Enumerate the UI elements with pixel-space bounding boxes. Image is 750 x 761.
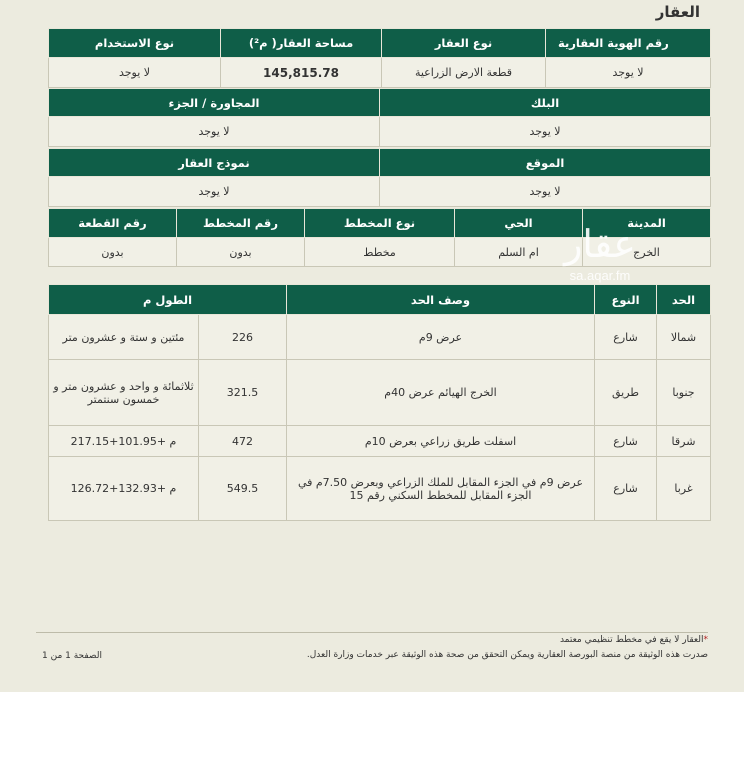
- header-boundary-desc: وصف الحد: [287, 285, 595, 315]
- section-title: العقار: [655, 3, 700, 21]
- page-number: الصفحة 1 من 1: [42, 651, 102, 661]
- property-info-table: [48, 28, 711, 88]
- footnote-plan: [560, 635, 708, 645]
- value-property-area: 145,815.78: [221, 58, 382, 88]
- header-plan-type: نوع المخطط: [305, 209, 455, 238]
- boundary-length-text: ثلاثمائة و واحد و عشرون متر و خمسون سنتمتر: [49, 360, 199, 426]
- blank-area: [0, 692, 750, 761]
- header-type: النوع: [595, 285, 657, 315]
- boundary-length: 549.5: [199, 457, 287, 521]
- boundaries-table: [48, 284, 711, 521]
- table-row: [49, 360, 711, 426]
- watermark-site: sa.aqar.fm: [569, 268, 631, 283]
- boundary-length: 321.5: [199, 360, 287, 426]
- header-property-id: رقم الهوية العقارية: [546, 29, 711, 58]
- value-plot-number: بدون: [49, 238, 177, 267]
- header-usage-type: نوع الاستخدام: [49, 29, 221, 58]
- header-length: الطول م: [49, 285, 287, 315]
- footnote-plan-text: العقار لا يقع في مخطط تنظيمي معتمد: [559, 635, 704, 645]
- header-district: الحي: [455, 209, 583, 238]
- table-row: [49, 457, 711, 521]
- footer-divider: [36, 632, 708, 633]
- boundary-type: شارع: [595, 315, 657, 360]
- boundary-desc: عرض 9م في الجزء المقابل للملك الزراعي وبعرض 7.50م في الجزء المقابل للمخطط السكني رقم 15: [287, 457, 595, 521]
- header-neighborhood-part: المجاورة / الجزء: [49, 89, 380, 117]
- value-plan-number: بدون: [177, 238, 305, 267]
- boundary-type: طريق: [595, 360, 657, 426]
- value-property-type: قطعة الارض الزراعية: [382, 58, 546, 88]
- header-location: الموقع: [380, 149, 711, 177]
- header-plan-number: رقم المخطط: [177, 209, 305, 238]
- value-property-model: لا يوجد: [49, 177, 380, 207]
- boundary-length-text: مئتين و ستة و عشرون متر: [49, 315, 199, 360]
- boundary-side: جنوبا: [657, 360, 711, 426]
- value-neighborhood-part: لا يوجد: [49, 117, 380, 147]
- location-table: [48, 148, 711, 207]
- table-row: [49, 426, 711, 457]
- boundary-length: 226: [199, 315, 287, 360]
- boundary-desc: عرض 9م: [287, 315, 595, 360]
- boundary-length-text: م +101.95+217.15: [49, 426, 199, 457]
- boundary-type: شارع: [595, 457, 657, 521]
- boundary-length-text: م +132.93+126.72: [49, 457, 199, 521]
- header-property-type: نوع العقار: [382, 29, 546, 58]
- footnote-star: *: [703, 635, 708, 645]
- boundary-desc: الخرج الهيائم عرض 40م: [287, 360, 595, 426]
- boundary-type: شارع: [595, 426, 657, 457]
- value-block: لا يوجد: [380, 117, 711, 147]
- watermark-logo: عقار: [564, 222, 636, 266]
- boundary-side: شمالا: [657, 315, 711, 360]
- header-side: الحد: [657, 285, 711, 315]
- value-district: ام السلم: [455, 238, 583, 267]
- value-plan-type: مخطط: [305, 238, 455, 267]
- boundary-side: غربا: [657, 457, 711, 521]
- block-table: [48, 88, 711, 147]
- header-plot-number: رقم القطعة: [49, 209, 177, 238]
- boundary-side: شرقا: [657, 426, 711, 457]
- value-location: لا يوجد: [380, 177, 711, 207]
- value-usage-type: لا يوجد: [49, 58, 221, 88]
- value-property-id: لا يوجد: [546, 58, 711, 88]
- value-city: الخرج: [583, 238, 711, 267]
- boundary-desc: اسفلت طريق زراعي بعرض 10م: [287, 426, 595, 457]
- city-table: [48, 208, 711, 267]
- boundary-length: 472: [199, 426, 287, 457]
- header-city: المدينة: [583, 209, 711, 238]
- header-property-model: نموذج العقار: [49, 149, 380, 177]
- header-block: البلك: [380, 89, 711, 117]
- header-property-area: مساحة العقار( م²): [221, 29, 382, 58]
- table-row: [49, 315, 711, 360]
- footnote-verification: صدرت هذه الوثيقة من منصة البورصة العقارية ويمكن التحقق من صحة هذه الوثيقة عبر خدمات وزارة العدل.: [306, 650, 708, 660]
